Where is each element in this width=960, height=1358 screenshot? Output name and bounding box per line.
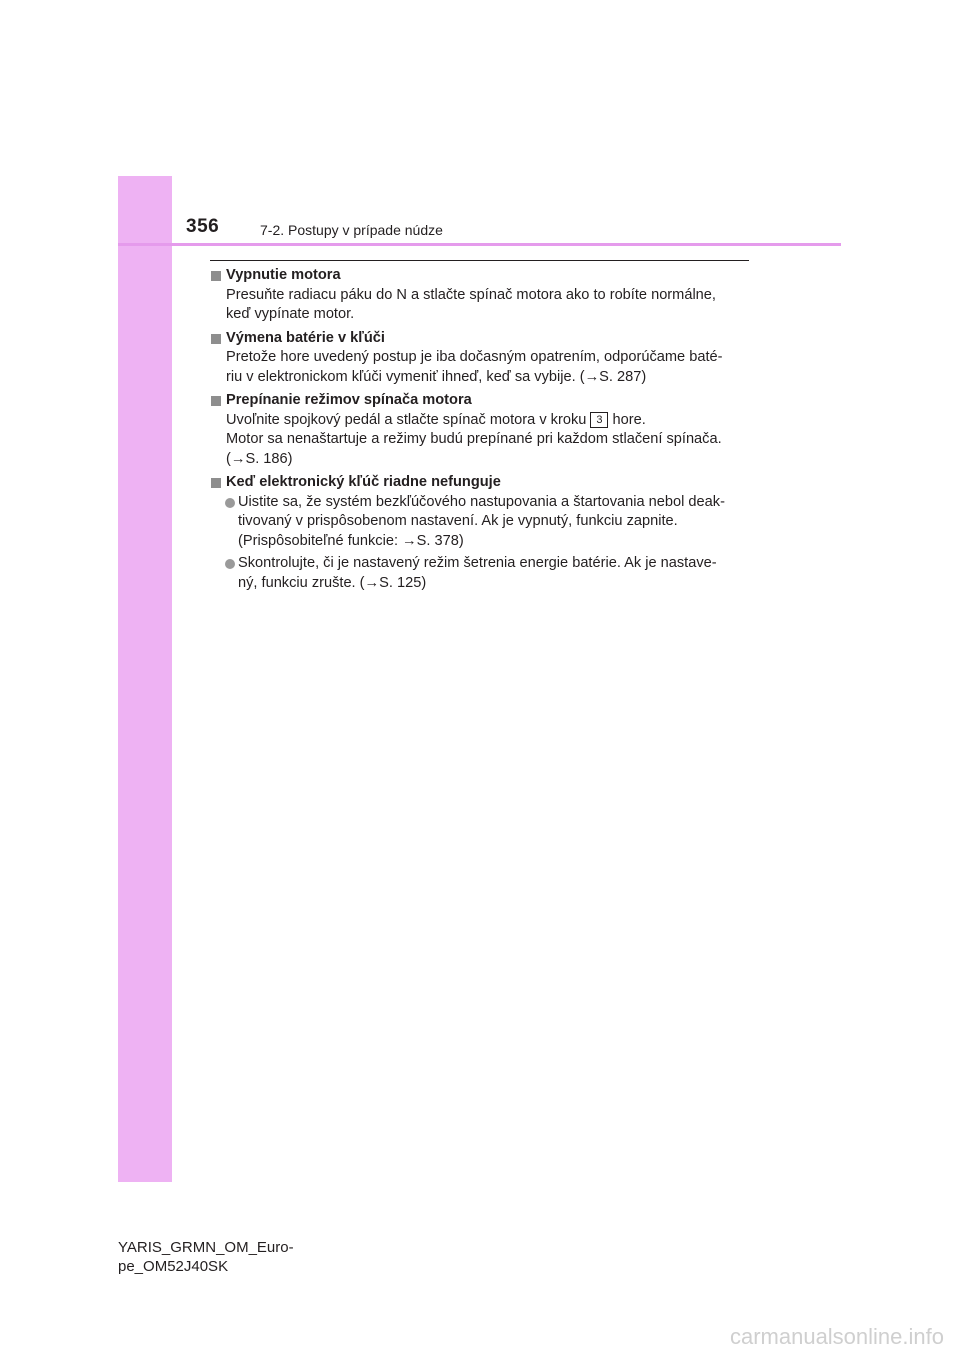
step-number-badge: 3	[590, 412, 608, 428]
section-text: Pretože hore uvedený postup je iba dočasným opatrením, odporúčame baté- riu v elektronickom kľúči vymeniť ihneď, keď sa vybije. (→S. 287)	[226, 349, 723, 385]
chapter-sidebar-tab	[118, 176, 172, 1182]
square-bullet-icon	[211, 334, 221, 344]
chapter-title: 7-2. Postupy v prípade núdze	[260, 222, 443, 238]
page-content	[210, 266, 750, 597]
page-number: 356	[186, 216, 220, 237]
section-switch-modes	[210, 391, 750, 469]
square-bullet-icon	[211, 271, 221, 281]
header-divider	[118, 243, 841, 246]
document-footer: YARIS_GRMN_OM_Euro- pe_OM52J40SK	[118, 1239, 294, 1275]
content-top-rule	[210, 260, 749, 261]
square-bullet-icon	[211, 396, 221, 406]
section-text: Uvoľnite spojkový pedál a stlačte spínač motora v kroku 3 hore. Motor sa nenaštartuje a režimy budú prepínané pri každom stlačení spínača. (→S. 186)	[226, 411, 722, 467]
section-title: Výmena batérie v kľúči	[210, 329, 750, 349]
section-key-malfunction	[210, 473, 750, 593]
circle-bullet-icon	[225, 559, 235, 569]
list-item: Skontrolujte, či je nastavený režim šetrenia energie batérie. Ak je nastave- ný, funkciu zrušte. (→S. 125)	[210, 554, 750, 593]
section-title: Keď elektronický kľúč riadne nefunguje	[210, 473, 750, 493]
circle-bullet-icon	[225, 498, 235, 508]
section-battery-replace	[210, 329, 750, 388]
section-engine-off	[210, 266, 750, 325]
section-title: Prepínanie režimov spínača motora	[210, 391, 750, 411]
section-text: Presuňte radiacu páku do N a stlačte spínač motora ako to robíte normálne, keď vypínate motor.	[226, 286, 716, 322]
watermark: carmanualsonline.info	[729, 1324, 944, 1349]
section-title: Vypnutie motora	[210, 266, 750, 286]
list-item: Uistite sa, že systém bezkľúčového nastupovania a štartovania nebol deak- tivovaný v prispôsobenom nastavení. Ak je vypnutý, funkciu zapnite. (Prispôsobiteľné funkcie: →S. 378)	[210, 493, 750, 552]
square-bullet-icon	[211, 478, 221, 488]
